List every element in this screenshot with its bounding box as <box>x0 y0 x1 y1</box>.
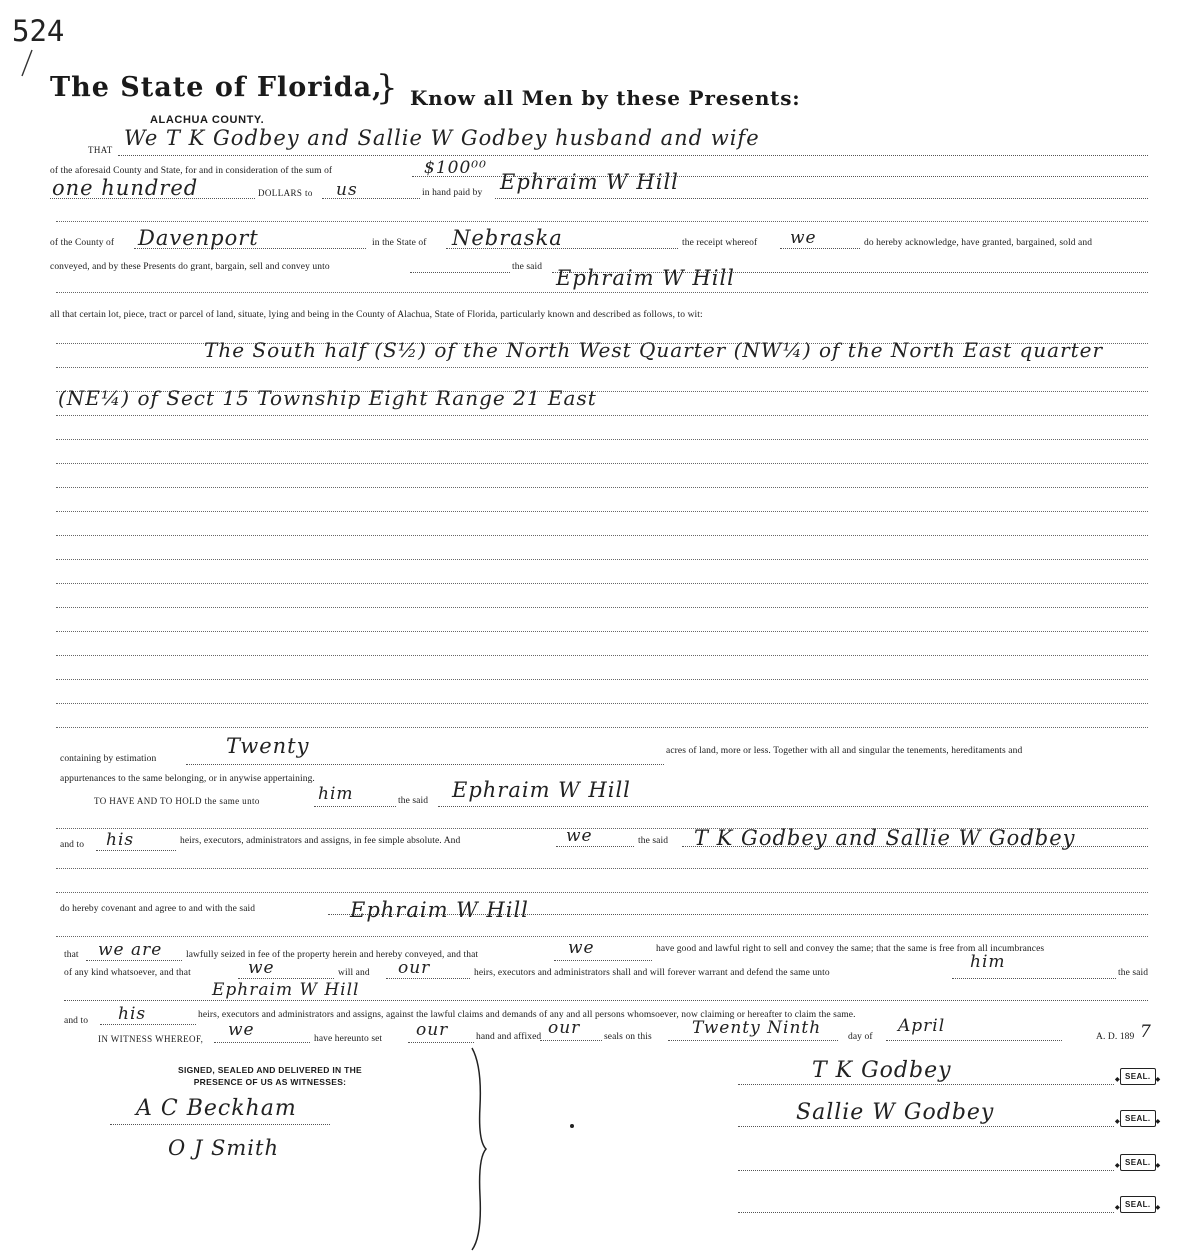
grantors-line <box>118 155 1148 156</box>
grantee-2-value: Ephraim W Hill <box>556 266 735 290</box>
his-line <box>96 850 176 851</box>
that-lower-label: that <box>64 950 79 960</box>
signature-1: T K Godbey <box>812 1058 952 1083</box>
witness-2-signature: O J Smith <box>168 1136 279 1160</box>
will-and-label: will and <box>338 968 370 978</box>
in-witness-label: IN WITNESS WHEREOF, <box>98 1034 204 1044</box>
description-line <box>56 583 1148 584</box>
blank-line <box>56 936 1148 937</box>
we-4-line <box>238 978 334 979</box>
description-line <box>56 703 1148 704</box>
grantee-3-line <box>438 806 1148 807</box>
blank-line <box>56 868 1148 869</box>
acknowledge-text: do hereby acknowledge, have granted, bargained, sold and <box>864 238 1093 248</box>
description-line <box>56 631 1148 632</box>
county-label: ALACHUA COUNTY. <box>150 114 265 126</box>
sum-value: $100⁰⁰ <box>424 158 487 178</box>
to-us-value: us <box>336 180 358 200</box>
we-are-value: we are <box>98 940 163 960</box>
grantors-value: We T K Godbey and Sallie W Godbey husband and wife <box>124 126 760 150</box>
witness-1-signature: A C Beckham <box>136 1096 297 1121</box>
lawfully-text: lawfully seized in fee of the property herein and hereby conveyed, and that <box>186 950 479 960</box>
grantee-2-underline <box>56 292 1148 293</box>
heirs-text: heirs, executors, administrators and assigns, in fee simple absolute. And <box>180 836 461 846</box>
receipt-label: the receipt whereof <box>682 238 758 248</box>
containing-label: containing by estimation <box>60 754 157 764</box>
description-line <box>56 487 1148 488</box>
description-value-1: The South half (S½) of the North West Quarter (NW¼) of the North East quarter <box>204 338 1104 362</box>
state-title: The State of Florida, <box>50 72 383 103</box>
acres-value: Twenty <box>226 734 310 758</box>
our-value: our <box>398 958 431 978</box>
sum-words-value: one hundred <box>52 176 199 200</box>
aforesaid-text: of the aforesaid County and State, for and in consideration of the sum of <box>50 166 333 176</box>
signature-line-2 <box>738 1126 1114 1127</box>
description-line <box>56 415 1148 416</box>
his-2-line <box>100 1024 196 1025</box>
grantee-4-value: Ephraim W Hill <box>350 898 529 922</box>
all-that-text: all that certain lot, piece, tract or parcel of land, situate, lying and being in the County of Alachua, State of Florida, particularly known and described as follows, to wit: <box>50 310 703 320</box>
we-2-line <box>556 846 634 847</box>
county-value: Davenport <box>138 226 259 250</box>
grantee-value: Ephraim W Hill <box>500 170 679 194</box>
we-5-line <box>214 1042 310 1043</box>
grantee-line <box>495 198 1148 199</box>
acres-line <box>186 764 664 765</box>
signature-line-3 <box>738 1170 1114 1171</box>
our-3-line <box>540 1040 602 1041</box>
we-5-value: we <box>228 1020 255 1040</box>
that-label: THAT <box>88 145 113 155</box>
heirs-exec-text: heirs, executors and administrators shall and will forever warrant and defend the same unto <box>474 968 830 978</box>
grantee-3-value: Ephraim W Hill <box>452 778 631 802</box>
the-said-4-label: the said <box>1118 968 1149 978</box>
receipt-value: we <box>790 228 817 248</box>
page-number: 524 <box>12 14 65 48</box>
to-have-label: TO HAVE AND TO HOLD the same unto <box>94 796 260 806</box>
any-kind-text: of any kind whatsoever, and that <box>64 968 191 978</box>
our-line <box>386 978 470 979</box>
day-line <box>668 1040 838 1041</box>
unto-2-value: him <box>970 952 1006 972</box>
the-said-2-label: the said <box>398 796 429 806</box>
witness-brace-icon <box>466 1046 496 1252</box>
state-value: Nebraska <box>452 226 563 250</box>
seal-icon: ◆ SEAL. ◆ <box>1120 1196 1156 1213</box>
description-line <box>56 463 1148 464</box>
our-2-line <box>408 1042 474 1043</box>
conveyed-text: conveyed, and by these Presents do grant, bargain, sell and convey unto <box>50 262 330 272</box>
his-2-value: his <box>118 1004 147 1024</box>
description-line <box>56 607 1148 608</box>
his-value: his <box>106 830 135 850</box>
blank-line <box>56 892 1148 893</box>
signature-2: Sallie W Godbey <box>796 1100 995 1125</box>
we-are-line <box>86 960 182 961</box>
seal-icon: ◆ SEAL. ◆ <box>1120 1068 1156 1085</box>
have-good-text: have good and lawful right to sell and convey the same; that the same is free from all incumbrances <box>656 944 1045 954</box>
signature-line-1 <box>738 1084 1114 1085</box>
description-line <box>56 727 1148 728</box>
of-county-label: of the County of <box>50 238 115 248</box>
grantee-5-line <box>64 1000 1148 1001</box>
witness-line-1 <box>110 1124 330 1125</box>
day-of-label: day of <box>848 1032 873 1042</box>
unto-line <box>314 806 396 807</box>
appurtenances-text: appurtenances to the same belonging, or in anywise appertaining. <box>60 774 315 784</box>
our-3-value: our <box>548 1018 581 1038</box>
unto-value: him <box>318 784 354 804</box>
hand-and-label: hand and affixed <box>476 1032 542 1042</box>
description-line <box>56 559 1148 560</box>
day-value: Twenty Ninth <box>692 1018 822 1038</box>
description-value-2: (NE¼) of Sect 15 Township Eight Range 21 East <box>58 386 597 410</box>
grantee-5-value: Ephraim W Hill <box>212 980 360 1000</box>
description-line <box>56 535 1148 536</box>
center-dot <box>570 1124 574 1128</box>
check-mark-icon <box>18 46 48 80</box>
we-3-line <box>554 960 652 961</box>
description-line <box>56 679 1148 680</box>
our-2-value: our <box>416 1020 449 1040</box>
month-value: April <box>898 1016 946 1036</box>
header-brace: } <box>376 68 399 108</box>
seal-icon: ◆ SEAL. ◆ <box>1120 1154 1156 1171</box>
in-hand-label: in hand paid by <box>422 188 483 198</box>
conveyed-line <box>410 272 510 273</box>
we-4-value: we <box>248 958 275 978</box>
in-state-label: in the State of <box>372 238 427 248</box>
grantors-2-value: T K Godbey and Sallie W Godbey <box>694 826 1076 850</box>
description-line <box>56 439 1148 440</box>
and-to-2-label: and to <box>64 1016 89 1026</box>
year-digit-value: 7 <box>1140 1022 1152 1042</box>
receipt-line <box>780 248 860 249</box>
covenant-text: do hereby covenant and agree to and with the said <box>60 904 256 914</box>
know-all-heading: Know all Men by these Presents: <box>410 86 801 110</box>
we-3-value: we <box>568 938 595 958</box>
description-line <box>56 511 1148 512</box>
ad-label: A. D. 189 <box>1096 1032 1135 1042</box>
acres-text: acres of land, more or less. Together with all and singular the tenements, hereditaments and <box>666 746 1023 756</box>
have-hereunto-label: have hereunto set <box>314 1034 383 1044</box>
description-line <box>56 655 1148 656</box>
and-to-label: and to <box>60 840 85 850</box>
month-line <box>886 1040 1062 1041</box>
seal-icon: ◆ SEAL. ◆ <box>1120 1110 1156 1127</box>
dollars-to-label: DOLLARS to <box>258 188 313 198</box>
seals-on-label: seals on this <box>604 1032 652 1042</box>
unto-2-line <box>952 978 1116 979</box>
the-said-label: the said <box>512 262 543 272</box>
witnesses-heading: SIGNED, SEALED AND DELIVERED IN THE PRESENCE OF US AS WITNESSES: <box>178 1065 362 1087</box>
description-line <box>56 367 1148 368</box>
heirs-claims-text: heirs, executors and administrators and assigns, against the lawful claims and demands of any and all persons whomsoever, now claiming or hereafter to claim the same. <box>198 1010 856 1020</box>
the-said-3-label: the said <box>638 836 669 846</box>
we-2-value: we <box>566 826 593 846</box>
signature-line-4 <box>738 1212 1114 1213</box>
blank-line <box>56 221 1148 222</box>
